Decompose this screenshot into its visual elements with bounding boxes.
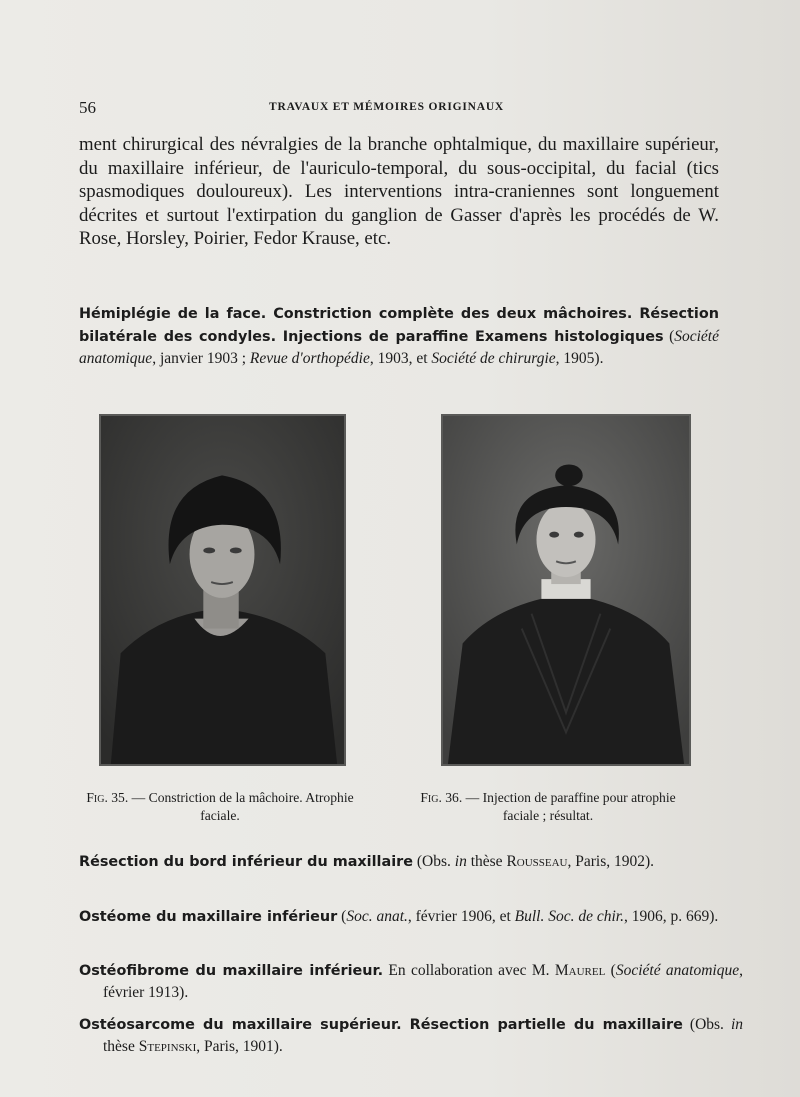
entry-text: , 1903, et <box>369 350 432 367</box>
journal-ref: Soc. anat. <box>346 908 408 925</box>
caption-text: — Constriction de la mâchoire. Atrophie faciale. <box>128 790 354 823</box>
entry-text: ( <box>337 908 347 925</box>
entry-text: thèse <box>103 1038 139 1055</box>
figure-36-caption <box>408 789 688 825</box>
entry-text: (Obs. <box>413 853 455 870</box>
entry-hemiplegie <box>79 303 719 370</box>
figure-36-photo <box>441 414 691 766</box>
figure-label: Fig. 35. <box>86 790 129 805</box>
figure-35-photo <box>99 414 346 766</box>
entry-text: thèse <box>466 853 507 870</box>
entry-text: in <box>454 853 467 870</box>
author-name: Rousseau <box>506 853 568 870</box>
entry-text: En collaboration avec M. <box>383 962 555 979</box>
entry-text: , février 1913). <box>103 962 743 1001</box>
journal-ref: Bull. Soc. de chir. <box>514 908 624 925</box>
entry-text: , Paris, 1902). <box>567 853 655 870</box>
entry-title: Ostéosarcome du maxillaire supérieur. Résection partielle du maxillaire <box>79 1017 683 1033</box>
entry-osteosarcome <box>79 1014 743 1057</box>
figure-label: Fig. 36. <box>420 790 463 805</box>
journal-ref: Société anatomique <box>79 327 719 367</box>
entry-text: , 1906, p. 669). <box>623 908 719 925</box>
author-name: Maurel <box>554 962 606 979</box>
page-number: 56 <box>79 98 96 117</box>
entry-title: Hémiplégie de la face. Constriction complète des deux mâchoires. Résection bilatérale des condyles. Injections de paraffine Examens histologiques <box>79 306 719 345</box>
entry-osteofibrome <box>79 960 743 1003</box>
entry-text: , Paris, 1901). <box>196 1038 283 1055</box>
entry-text: , février 1906, et <box>407 908 515 925</box>
caption-text: — Injection de paraffine pour atrophie faciale ; résultat. <box>462 790 676 823</box>
entry-text: (Obs. <box>682 1016 731 1033</box>
entry-text: ( <box>663 327 675 345</box>
entry-title: Ostéome du maxillaire inférieur <box>79 909 338 925</box>
entry-title: Résection du bord inférieur du maxillaire <box>79 854 413 870</box>
author-name: Stepinski <box>138 1038 197 1055</box>
entry-text: ( <box>605 962 616 979</box>
journal-ref: Société anatomique <box>615 962 740 979</box>
journal-ref: Société de chirurgie <box>431 350 556 367</box>
page-header <box>79 98 719 118</box>
journal-ref: Revue d'orthopédie <box>249 350 370 367</box>
entry-text: in <box>730 1016 743 1033</box>
entry-osteome <box>79 906 743 928</box>
entry-text: , 1905). <box>555 350 604 367</box>
figure-35-caption <box>80 789 360 825</box>
running-title: TRAVAUX ET MÉMOIRES ORIGINAUX <box>269 101 505 113</box>
intro-paragraph: ment chirurgical des névralgies de la branche ophtalmique, du maxillaire supérieur, du maxillaire inférieur, de l'auriculo-temporal, du sous-occipital, du facial (tics spasmodiques douloureux). Les interventions intra-craniennes sont longuement décrites et surtout l'extirpation du ganglion de Gasser d'après les procédés de W. Rose, Horsley, Poirier, Fedor Krause, etc. <box>79 134 719 250</box>
entry-resection <box>79 851 743 873</box>
entry-text: , janvier 1903 ; <box>152 350 250 367</box>
entry-title: Ostéofibrome du maxillaire inférieur. <box>79 963 384 979</box>
